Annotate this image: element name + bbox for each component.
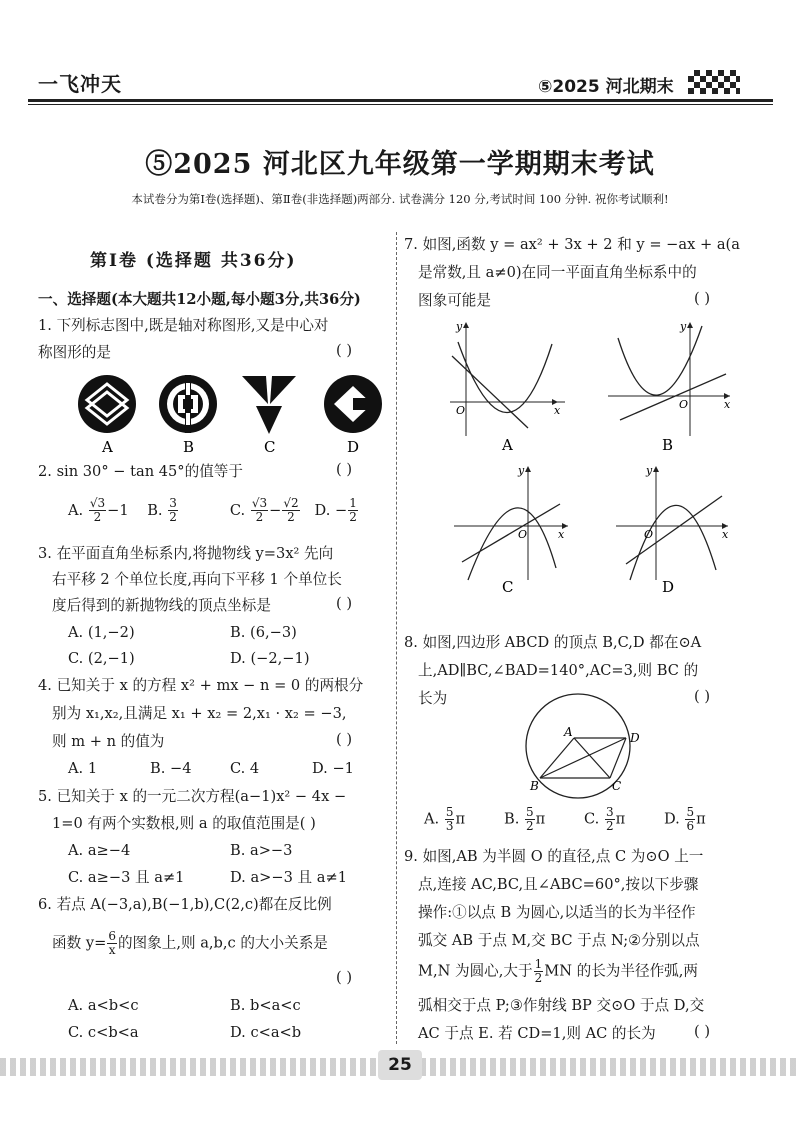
q2-stem: 2. sin 30° − tan 45°的值等于 xyxy=(38,463,243,480)
logo-b-icon xyxy=(159,375,217,433)
q2-options xyxy=(68,497,359,524)
q6-option-a: A. a<b<c xyxy=(68,997,139,1014)
q2-option-c: C. $\frac{√3}{2}$ − $\frac{√2}{2}$ xyxy=(229,496,299,524)
q8-option-a: A. $\frac{5}{3}$ π xyxy=(424,805,466,833)
logo-c-icon xyxy=(242,376,296,434)
svg-text:C: C xyxy=(612,779,622,793)
q1-logos xyxy=(70,370,390,460)
q2-answer-paren: ( ) xyxy=(336,461,353,478)
q9-line1: 9. 如图,AB 为半圆 O 的直径,点 C 为⊙O 上一 xyxy=(404,848,704,865)
q4-line2: 别为 x₁,x₂,且满足 x₁ + x₂ = 2,x₁ · x₂ = −3, xyxy=(52,705,347,722)
q7-graph-b xyxy=(608,320,731,436)
q8-option-b: B. $\frac{5}{2}$ π xyxy=(504,805,546,833)
q6-option-c: C. c<b<a xyxy=(68,1024,139,1041)
brand-logo-text: 一飞冲天 xyxy=(38,72,122,96)
q9-line3: 操作:①以点 B 为圆心,以适当的长为半径作 xyxy=(418,904,696,921)
q2-option-d: D. − $\frac{1}{2}$ xyxy=(314,496,357,524)
q5-option-b: B. a>−3 xyxy=(230,842,293,859)
q3-option-d: D. (−2,−1) xyxy=(230,650,310,667)
page-number: 25 xyxy=(378,1050,422,1080)
logo-d-icon xyxy=(324,375,382,433)
q7-answer-paren: ( ) xyxy=(694,290,711,307)
checker-decoration xyxy=(688,70,740,94)
q4-option-a: A. 1 xyxy=(68,760,98,777)
q1-label-b: B xyxy=(183,438,195,456)
q6-option-b: B. b<a<c xyxy=(230,997,301,1014)
q7-line2: 是常数,且 a≠0)在同一平面直角坐标系中的 xyxy=(418,264,697,281)
svg-text:O: O xyxy=(456,404,466,417)
svg-text:O: O xyxy=(679,398,689,411)
q3-option-b: B. (6,−3) xyxy=(230,624,297,641)
q6-option-d: D. c<a<b xyxy=(230,1024,302,1041)
q3-line2: 右平移 2 个单位长度,再向下平移 1 个单位长 xyxy=(52,571,342,588)
section-instruction: 一、选择题(本大题共12小题,每小题3分,共36分) xyxy=(38,291,361,308)
q3-option-c: C. (2,−1) xyxy=(68,650,135,667)
svg-text:O: O xyxy=(518,528,528,541)
q4-option-c: C. 4 xyxy=(230,760,260,777)
q3-answer-paren: ( ) xyxy=(336,595,353,612)
q9-line7: AC 于点 E. 若 CD=1,则 AC 的长为 xyxy=(418,1025,656,1042)
header-rule xyxy=(28,99,773,102)
q8-line3: 长为 xyxy=(418,690,448,707)
q4-answer-paren: ( ) xyxy=(336,731,353,748)
q7-graphs xyxy=(440,316,740,600)
q1-label-d: D xyxy=(347,438,360,456)
q8-option-d: D. $\frac{5}{6}$ π xyxy=(664,805,706,833)
q7-line1: 7. 如图,函数 y = ax² + 3x + 2 和 y = −ax + a(a xyxy=(404,236,740,253)
column-divider xyxy=(396,232,397,1044)
q5-line2: 1=0 有两个实数根,则 a 的取值范围是( ) xyxy=(52,815,316,832)
header-rule-thin xyxy=(28,104,773,105)
q1-label-a: A xyxy=(102,438,113,456)
q9-answer-paren: ( ) xyxy=(694,1023,711,1040)
q5-option-d: D. a>−3 且 a≠1 xyxy=(230,869,347,886)
svg-text:x: x xyxy=(558,528,565,541)
q9-line2: 点,连接 AC,BC,且∠ABC=60°,按以下步骤 xyxy=(418,876,699,893)
q9-line5: M,N 为圆心,大于 $\frac{1}{2}$ MN 的长为半径作弧,两 xyxy=(418,957,698,985)
q3-line3: 度后得到的新抛物线的顶点坐标是 xyxy=(52,597,271,614)
q7-label-b: B xyxy=(662,436,674,454)
series-title: ⑤2025 河北期末 xyxy=(538,77,674,97)
q2-option-a: A. $\frac{√3}{2}$ −1 xyxy=(68,496,129,524)
svg-text:A: A xyxy=(564,725,573,739)
q7-label-c: C xyxy=(502,578,514,596)
svg-text:x: x xyxy=(724,398,731,411)
exam-title: ⑤2025 河北区九年级第一学期期末考试 xyxy=(145,149,655,180)
exam-instructions: 本试卷分为第Ⅰ卷(选择题)、第Ⅱ卷(非选择题)两部分. 试卷满分 120 分,考试时间 100 分钟. 祝你考试顺利! xyxy=(131,192,669,206)
q4-option-b: B. −4 xyxy=(150,760,192,777)
q8-circle-figure xyxy=(520,686,650,810)
section-title: 第Ⅰ卷 (选择题 共36分) xyxy=(90,251,297,271)
svg-text:x: x xyxy=(554,404,561,417)
q8-line1: 8. 如图,四边形 ABCD 的顶点 B,C,D 都在⊙A xyxy=(404,634,702,651)
svg-text:y: y xyxy=(456,320,463,333)
q4-option-d: D. −1 xyxy=(312,760,354,777)
q3-line1: 3. 在平面直角坐标系内,将抛物线 y=3x² 先向 xyxy=(38,545,334,562)
q7-graph-d xyxy=(616,464,729,580)
q1-line2: 称图形的是 xyxy=(38,344,111,361)
svg-text:y: y xyxy=(680,320,687,333)
q4-line1: 4. 已知关于 x 的方程 x² + mx − n = 0 的两根分 xyxy=(38,677,364,694)
q6-answer-paren: ( ) xyxy=(336,969,353,986)
q9-line4: 弧交 AB 于点 M,交 BC 于点 N;②分别以点 xyxy=(418,932,700,949)
svg-text:D: D xyxy=(630,731,640,745)
q8-answer-paren: ( ) xyxy=(694,688,711,705)
q1-label-c: C xyxy=(264,438,276,456)
q1-answer-paren: ( ) xyxy=(336,342,353,359)
q7-label-d: D xyxy=(662,578,675,596)
q5-option-a: A. a≥−4 xyxy=(68,842,131,859)
svg-text:B: B xyxy=(530,779,539,793)
q3-option-a: A. (1,−2) xyxy=(68,624,135,641)
q2-option-b: B. $\frac{3}{2}$ xyxy=(147,496,177,524)
q7-line3: 图象可能是 xyxy=(418,292,491,309)
q8-option-c: C. $\frac{3}{2}$ π xyxy=(584,805,626,833)
q9-line6: 弧相交于点 P;③作射线 BP 交⊙O 于点 D,交 xyxy=(418,997,705,1014)
svg-text:y: y xyxy=(646,464,653,477)
q7-graph-a xyxy=(450,320,565,436)
q8-line2: 上,AD∥BC,∠BAD=140°,AC=3,则 BC 的 xyxy=(418,662,699,679)
svg-text:x: x xyxy=(722,528,729,541)
q6-line1: 6. 若点 A(−3,a),B(−1,b),C(2,c)都在反比例 xyxy=(38,896,332,913)
q1-line1: 1. 下列标志图中,既是轴对称图形,又是中心对 xyxy=(38,317,329,334)
svg-text:y: y xyxy=(518,464,525,477)
q4-line3: 则 m + n 的值为 xyxy=(52,733,165,750)
q7-label-a: A xyxy=(502,436,513,454)
q6-line2: 函数 y= $\frac{6}{x}$ 的图象上,则 a,b,c 的大小关系是 xyxy=(52,929,328,957)
q5-option-c: C. a≥−3 且 a≠1 xyxy=(68,869,185,886)
svg-text:O: O xyxy=(644,528,654,541)
q7-graph-c xyxy=(454,464,568,580)
q5-line1: 5. 已知关于 x 的一元二次方程(a−1)x² − 4x − xyxy=(38,788,347,805)
logo-a-icon xyxy=(78,375,136,433)
